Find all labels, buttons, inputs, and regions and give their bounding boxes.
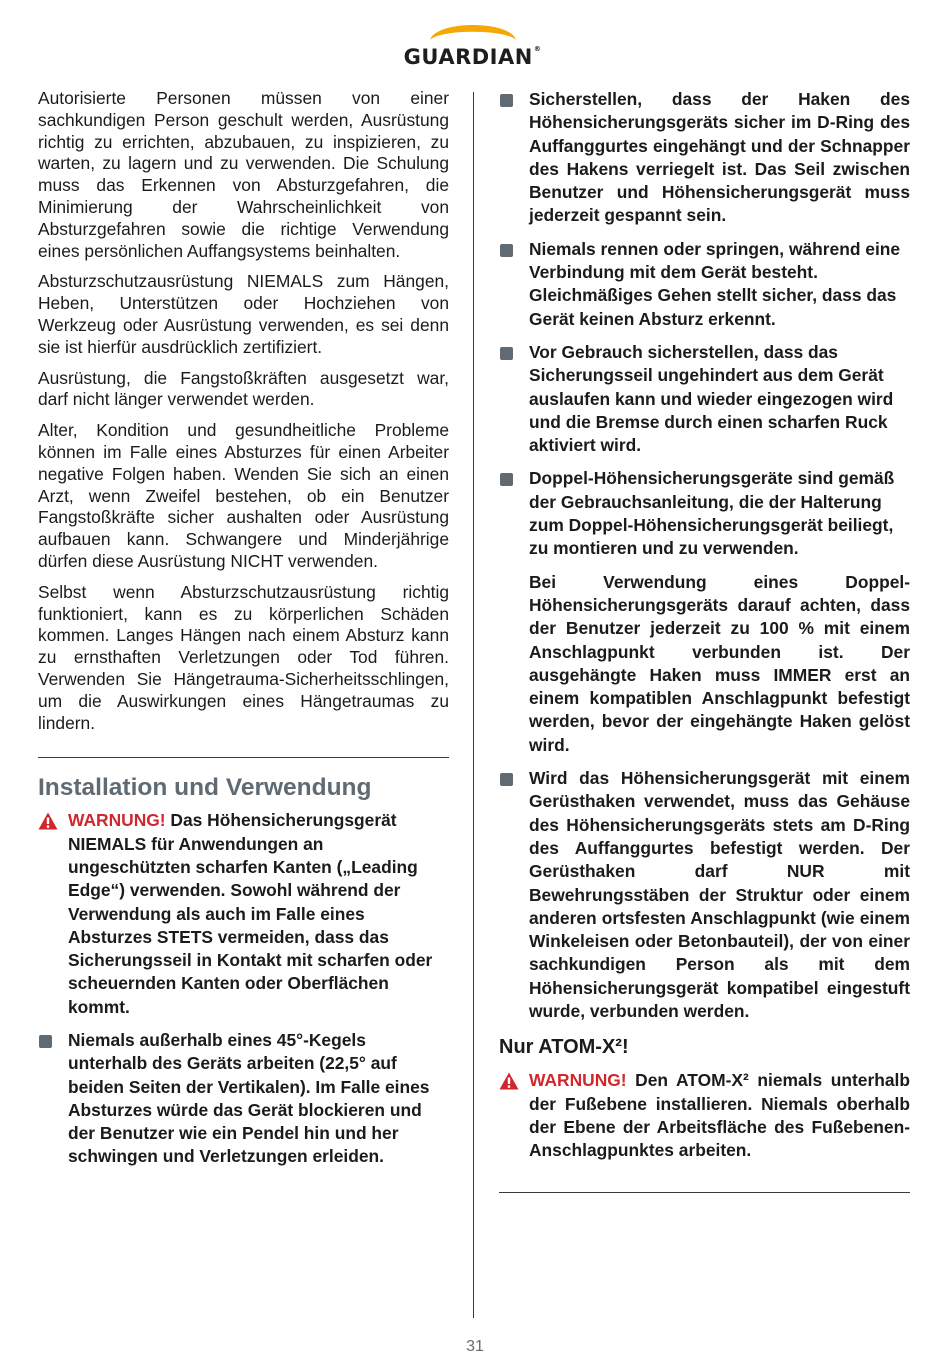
warning-item [499,1069,910,1162]
column-divider [473,92,474,1318]
continuation-paragraph: Bei Verwendung eines Doppel-Höhensicherungsgeräts darauf achten, dass der Benutzer jederzeit zu 100 % mit einem Anschlagpunkt verbunden ist. Der ausgehängte Haken muss IMMER erst an einem kompatiblen Anschlagpunkt befestigt werden, bevor der eingehängte Haken gelöst wird. [529,571,910,755]
logo-wordmark: GUARDIAN® [403,45,542,69]
warning-label: WARNUNG! [68,810,166,831]
square-bullet-icon [500,773,513,786]
warning-triangle-icon [499,1072,519,1090]
logo-arc-icon [424,18,522,44]
bullet-item [499,88,910,228]
bullet-item [499,767,910,1023]
paragraph: Absturzschutzausrüstung NIEMALS zum Hängen, Heben, Unterstützen oder Hochziehen von Werkzeug oder Ausrüstung verwenden, es sei denn sie ist hierfür ausdrücklich zertifiziert. [38,271,449,357]
bullet-item [499,341,910,457]
paragraph: Ausrüstung, die Fangstoßkräften ausgesetzt war, darf nicht länger verwendet werden. [38,367,449,410]
paragraph: Autorisierte Personen müssen von einer sachkundigen Person geschult werden, Ausrüstung richtig zu errichten, abzubauen, zu inspizieren, zu warten, zu lagern und zu verwenden. Die Schulung muss das Erkennen von Absturzgefahren, die Minimierung der Wahrscheinlichkeit von Absturzgefahren sowie die richtige Verwendung eines persönlichen Auffangsystems beinhalten. [38,88,449,261]
warning-triangle-icon [38,812,58,830]
end-divider [499,1192,910,1193]
sub-title: Nur ATOM-X²! [499,1036,629,1059]
bullet-text: Wird das Höhensicherungsgerät mit einem Gerüsthaken verwendet, muss das Gehäuse des Höhensicherungsgeräts stets am D-Ring des Auffanggurtes befestigt werden. Der Gerüsthaken darf NUR mit Bewehrungsstäben der Struktur oder einem anderen ortsfesten Anschlagpunkt (wie einem Winkeleisen oder Betonbauteil), der von einer sachkundigen Person als mit dem Höhensicherungsgerät kompatibel eingestuft wurde, verbunden werden. [529,768,910,1021]
bullet-item [499,238,910,331]
square-bullet-icon [500,94,513,107]
page-number: 31 [466,1338,484,1355]
guardian-logo [380,18,565,74]
right-column [499,88,910,1193]
warning-text: Das Höhensicherungsgerät NIEMALS für Anwendungen an ungeschützten scharfen Kanten („Leading Edge“) verwenden. Sowohl während der Verwendung als auch im Falle eines Absturzes STETS vermeiden, dass das Sicherungsseil in Kontakt mit scharfen oder scheuernden Kanten oder Oberflächen kommt. [68,810,433,1017]
warning-label: WARNUNG! [529,1070,627,1091]
bullet-text: Vor Gebrauch sicherstellen, dass das Sicherungsseil ungehindert aus dem Gerät auslaufen kann und wieder eingezogen wird und die Bremse durch einen scharfen Ruck aktiviert wird. [529,341,894,456]
bullet-text: Doppel-Höhensicherungsgeräte sind gemäß der Gebrauchsanleitung, die der Halterung zum Doppel-Höhensicherungsgerät beiliegt, zu montieren und zu verwenden. [529,468,895,559]
square-bullet-icon [39,1035,52,1048]
paragraph: Alter, Kondition und gesundheitliche Probleme können im Falle eines Absturzes für einen Arbeiter negative Folgen haben. Wenden Sie sich an einen Arzt, wenn Zweifel bestehen, ob ein Benutzer Fangstoßkräfte sicher aushalten oder Ausrüstung aufbauen kann. Schwangere und Minderjährige dürfen diese Ausrüstung NICHT verwenden. [38,420,449,571]
warning-item [38,809,449,1019]
bullet-text: Niemals außerhalb eines 45°-Kegels unterhalb des Geräts arbeiten (22,5° auf beiden Seiten der Vertikalen). Im Falle eines Absturzes würde das Gerät blockieren und der Benutzer wie ein Pendel hin und her schwingen und Verletzungen erleiden. [68,1029,430,1167]
bullet-text: Sicherstellen, dass der Haken des Höhensicherungsgeräts sicher im D-Ring des Auffanggurtes eingehängt und der Schnapper des Hakens verriegelt ist. Das Seil zwischen Benutzer und Höhensicherungsgerät muss jederzeit gespannt sein. [529,89,910,226]
left-column [38,88,449,1179]
section-divider [38,757,449,758]
bullet-item [499,467,910,560]
warning-text: Den ATOM-X² niemals unterhalb der Fußebene installieren. Niemals oberhalb der Ebene der Arbeitsfläche des Fußebenen-Anschlagpunktes arbeiten. [529,1070,910,1161]
bullet-item [38,1029,449,1169]
square-bullet-icon [500,347,513,360]
square-bullet-icon [500,244,513,257]
square-bullet-icon [500,473,513,486]
bullet-text: Niemals rennen oder springen, während eine Verbindung mit dem Gerät besteht. Gleichmäßiges Gehen stellt sicher, dass das Gerät keinen Absturz erkennt. [529,238,901,329]
paragraph: Selbst wenn Absturzschutzausrüstung richtig funktioniert, kann es zu körperlichen Schäden kommen. Langes Hängen nach einem Absturz kann zu ernsthaften Verletzungen oder Tod führen. Verwenden Sie Hängetrauma-Sicherheitsschlingen, um die Auswirkungen eines Hängetraumas zu lindern. [38,581,449,733]
section-title: Installation und Verwendung [38,774,372,802]
